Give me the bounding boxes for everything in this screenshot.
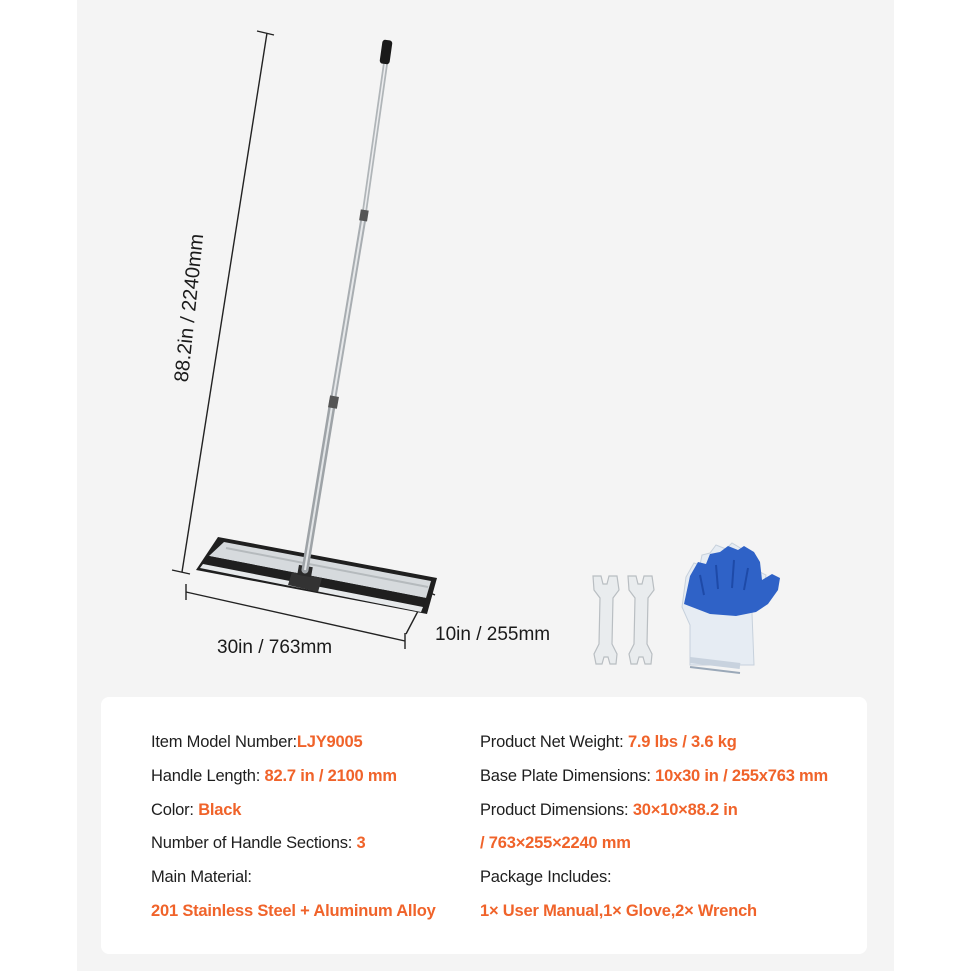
spec-label: Product Dimensions: [480, 800, 633, 819]
spec-row-package-value [480, 899, 828, 933]
wrench-icon [628, 576, 654, 664]
spec-row-product-dimensions-mm [480, 831, 828, 865]
glove-icon [682, 543, 780, 673]
spec-value: 1× User Manual,1× Glove,2× Wrench [480, 901, 757, 920]
spec-row-material-value [151, 899, 436, 933]
length-dimension-label: 30in / 763mm [217, 637, 333, 658]
spec-row-product-dimensions [480, 798, 828, 832]
spec-row-material-label [151, 865, 436, 899]
spec-value: 30×10×88.2 in [632, 800, 738, 819]
spec-value: LJY9005 [296, 733, 363, 751]
spec-label: Product Net Weight: [480, 733, 628, 751]
spec-label: Number of Handle Sections: [151, 834, 357, 853]
height-dimension-label: 88.2in / 2240mm [170, 232, 209, 384]
spec-row-model [151, 730, 436, 764]
wrench-icon [593, 576, 619, 664]
spec-column-right [480, 730, 828, 933]
spec-label: Package Includes: [480, 868, 612, 887]
spec-value: 82.7 in / 2100 mm [264, 766, 397, 785]
width-dimension-label: 10in / 255mm [435, 624, 551, 645]
spec-value: 201 Stainless Steel + Aluminum Alloy [151, 901, 436, 920]
spec-label: Item Model Number: [151, 733, 297, 751]
spec-value: 10x30 in / 255x763 mm [655, 766, 829, 785]
spec-row-base-plate [480, 764, 828, 798]
spec-row-handle-length [151, 764, 436, 798]
spec-label: Handle Length: [151, 766, 265, 785]
spec-label: Color: [151, 800, 199, 819]
spec-row-package-label [480, 865, 828, 899]
spec-label: Main Material: [151, 868, 252, 887]
spec-value: Black [198, 800, 242, 819]
spec-value: / 763×255×2240 mm [480, 834, 631, 853]
spec-label: Base Plate Dimensions: [480, 766, 656, 785]
spec-row-handle-sections [151, 831, 436, 865]
spec-row-color [151, 798, 436, 832]
spec-column-left [151, 730, 436, 933]
handle-icon [305, 39, 393, 570]
spec-value: 7.9 lbs / 3.6 kg [627, 733, 737, 751]
spec-value: 3 [356, 834, 366, 853]
spec-row-net-weight [480, 730, 828, 764]
